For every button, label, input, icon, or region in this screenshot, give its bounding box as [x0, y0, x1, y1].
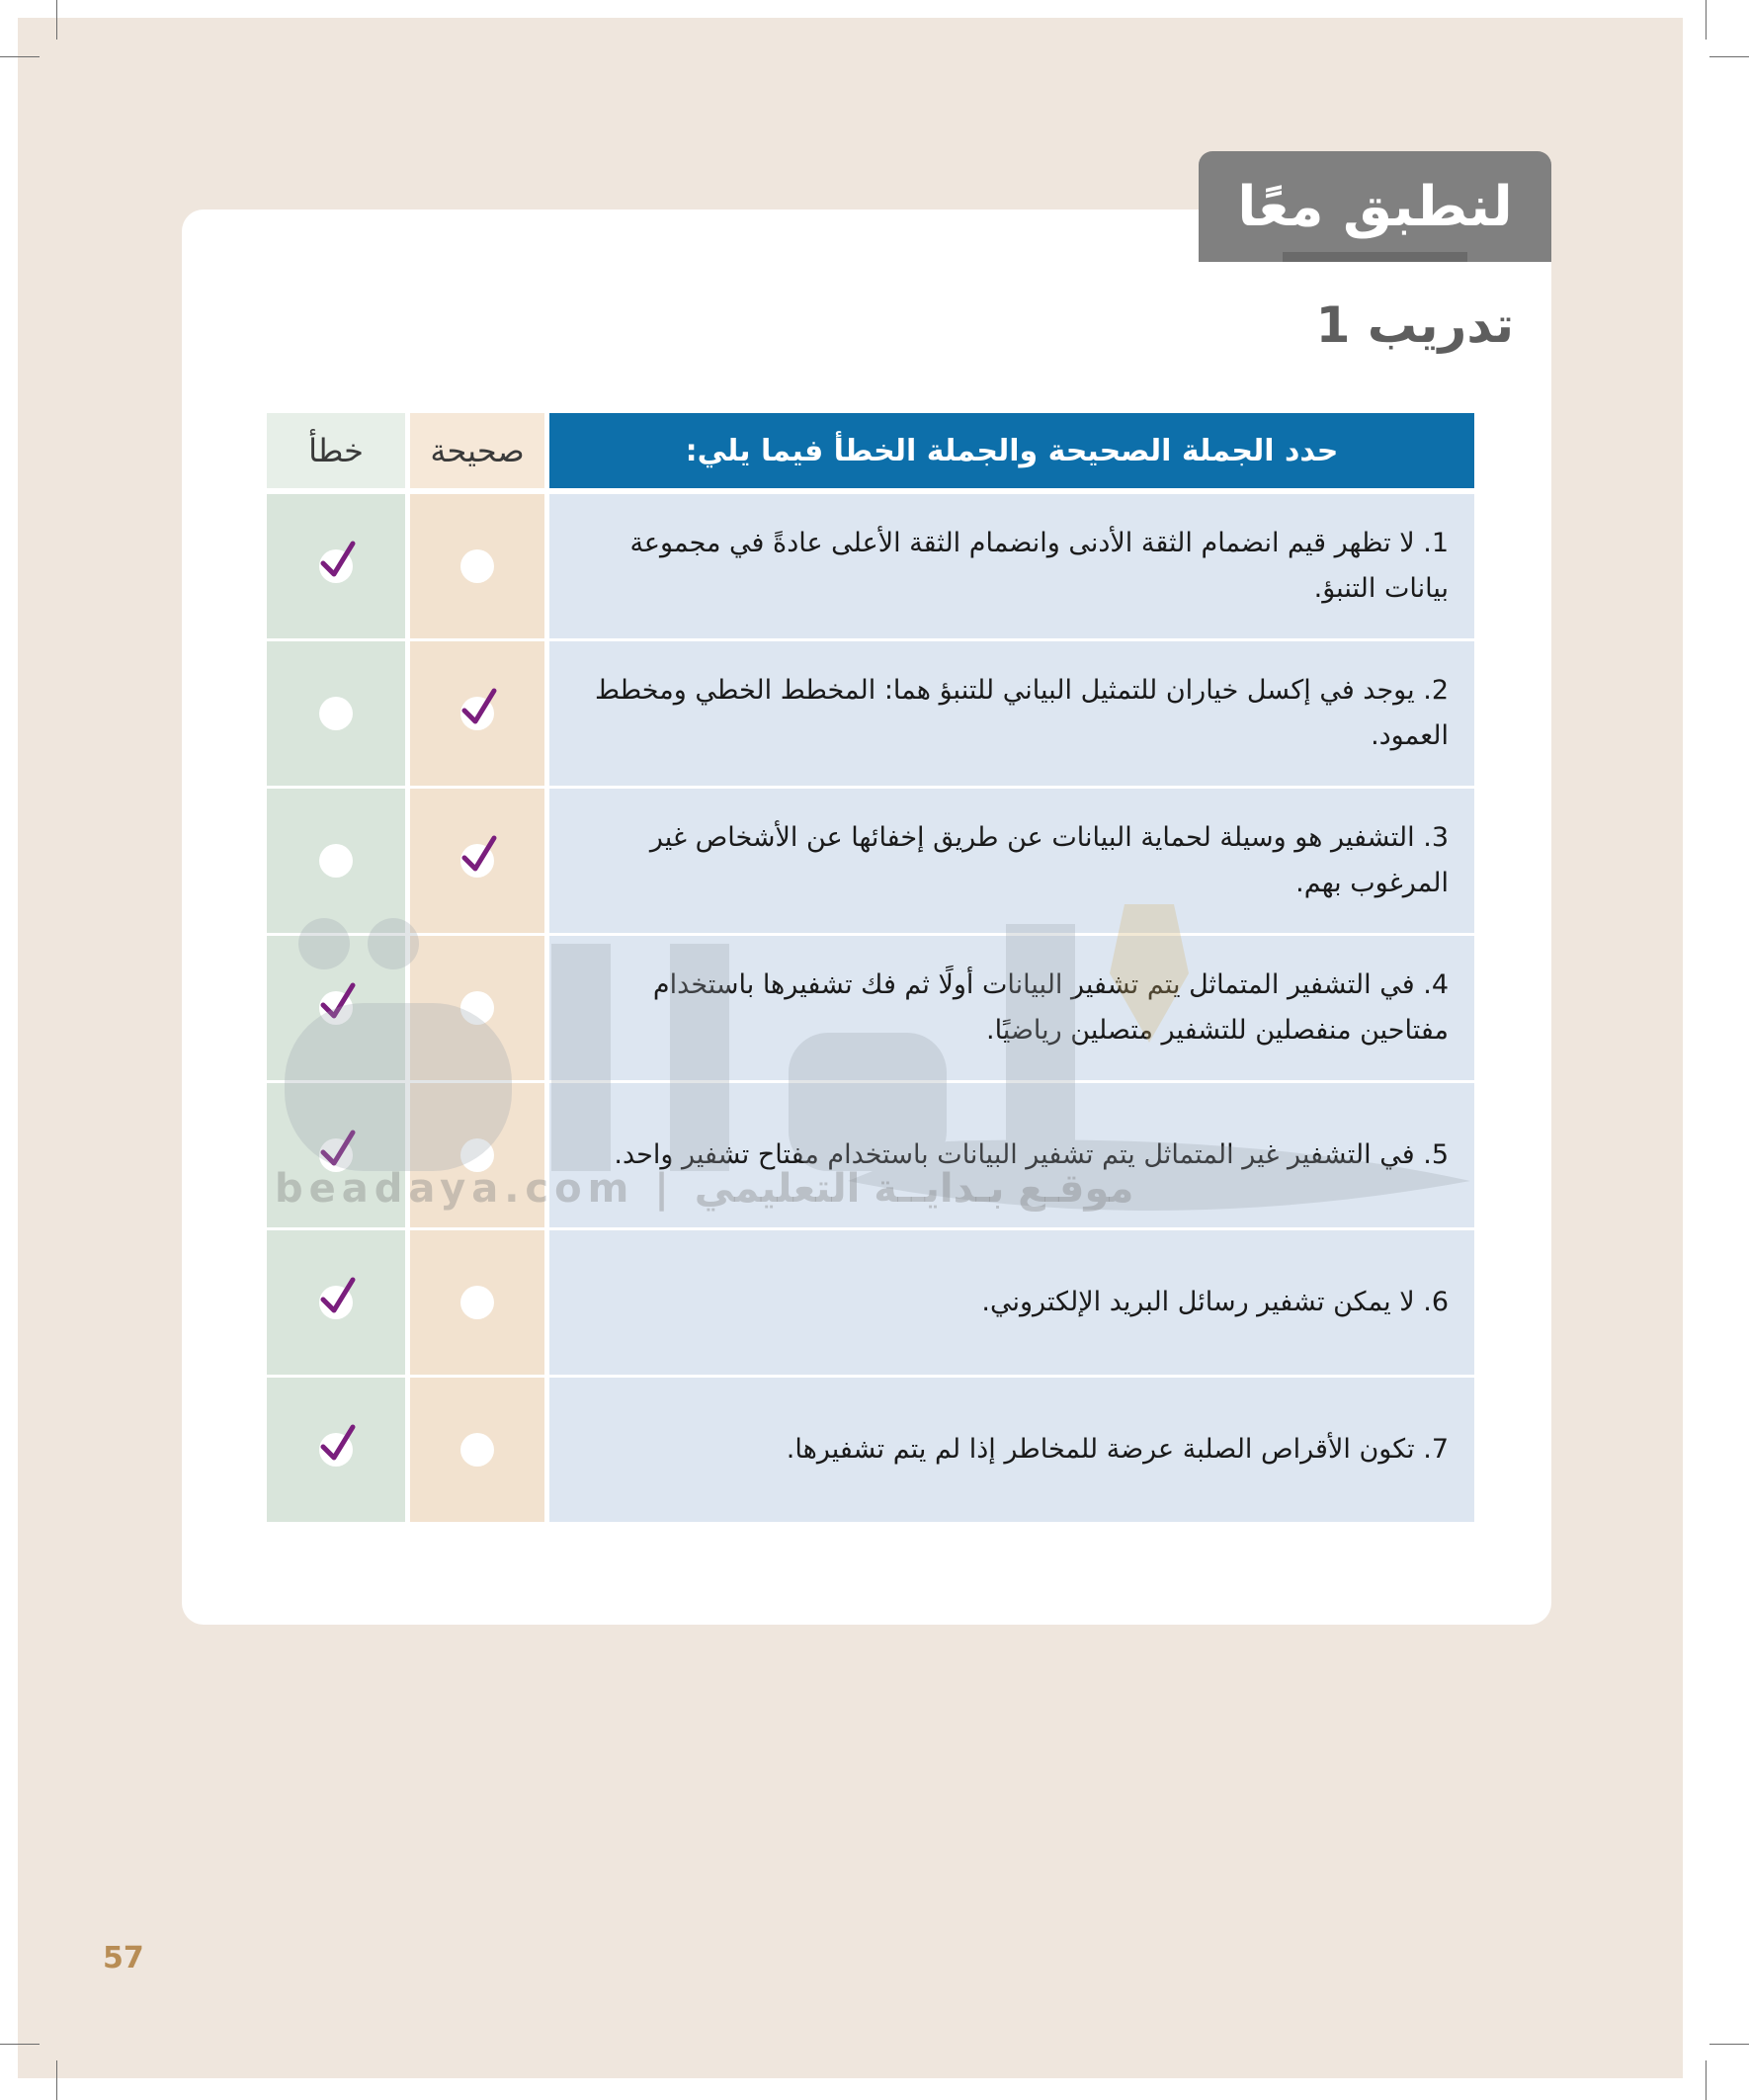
table-row	[267, 1230, 1474, 1375]
empty-circle-icon[interactable]	[460, 1433, 494, 1467]
false-cell[interactable]	[267, 494, 405, 638]
false-cell[interactable]	[267, 789, 405, 933]
table-row	[267, 936, 1474, 1080]
crop-mark	[56, 2060, 57, 2100]
crop-mark	[1706, 2060, 1707, 2100]
crop-mark	[0, 56, 40, 57]
checkmark-icon[interactable]	[319, 991, 353, 1025]
exercise-title: تدريب 1	[1315, 296, 1514, 354]
checkmark-icon[interactable]	[460, 697, 494, 730]
false-column-header: خطأ	[267, 413, 405, 488]
true-column-header: صحيحة	[410, 413, 544, 488]
false-cell[interactable]	[267, 936, 405, 1080]
table-row	[267, 641, 1474, 786]
question-column-header: حدد الجملة الصحيحة والجملة الخطأ فيما يلي:	[549, 413, 1474, 488]
checkmark-icon[interactable]	[319, 549, 353, 583]
true-cell[interactable]	[410, 936, 544, 1080]
false-cell[interactable]	[267, 1230, 405, 1375]
true-cell[interactable]	[410, 641, 544, 786]
question-text: 4. في التشفير المتماثل يتم تشفير البيانات أولًا ثم فك تشفيرها باستخدام مفتاحين منفصلين للتشفير متصلين رياضيًا.	[549, 936, 1474, 1080]
page-number: 57	[103, 1941, 144, 1975]
empty-circle-icon[interactable]	[460, 991, 494, 1025]
crop-mark	[1709, 56, 1749, 57]
false-cell[interactable]	[267, 641, 405, 786]
section-title: لنطبق معًا	[1199, 151, 1551, 262]
true-false-table	[267, 413, 1474, 1524]
table-row	[267, 494, 1474, 638]
crop-mark	[1709, 2044, 1749, 2045]
empty-circle-icon[interactable]	[319, 844, 353, 878]
true-cell[interactable]	[410, 494, 544, 638]
checkmark-icon[interactable]	[319, 1286, 353, 1319]
question-text: 1. لا تظهر قيم انضمام الثقة الأدنى وانضمام الثقة الأعلى عادةً في مجموعة بيانات التنبؤ.	[549, 494, 1474, 638]
question-text: 5. في التشفير غير المتماثل يتم تشفير البيانات باستخدام مفتاح تشفير واحد.	[549, 1083, 1474, 1227]
question-text: 3. التشفير هو وسيلة لحماية البيانات عن طريق إخفائها عن الأشخاص غير المرغوب بهم.	[549, 789, 1474, 933]
checkmark-icon[interactable]	[460, 844, 494, 878]
question-text: 7. تكون الأقراص الصلبة عرضة للمخاطر إذا لم يتم تشفيرها.	[549, 1378, 1474, 1522]
question-text: 6. لا يمكن تشفير رسائل البريد الإلكتروني.	[549, 1230, 1474, 1375]
table-row	[267, 1378, 1474, 1522]
crop-mark	[0, 2044, 40, 2045]
watermark-text: beadaya.com | موقـع بـدايــة التعليمي	[275, 1166, 1134, 1212]
checkmark-icon[interactable]	[319, 1433, 353, 1467]
empty-circle-icon[interactable]	[319, 697, 353, 730]
empty-circle-icon[interactable]	[460, 549, 494, 583]
true-cell[interactable]	[410, 1230, 544, 1375]
true-cell[interactable]	[410, 789, 544, 933]
question-text: 2. يوجد في إكسل خياران للتمثيل البياني للتنبؤ هما: المخطط الخطي ومخطط العمود.	[549, 641, 1474, 786]
crop-mark	[1706, 0, 1707, 40]
false-cell[interactable]	[267, 1378, 405, 1522]
empty-circle-icon[interactable]	[460, 1286, 494, 1319]
true-cell[interactable]	[410, 1378, 544, 1522]
table-row	[267, 789, 1474, 933]
crop-mark	[56, 0, 57, 40]
